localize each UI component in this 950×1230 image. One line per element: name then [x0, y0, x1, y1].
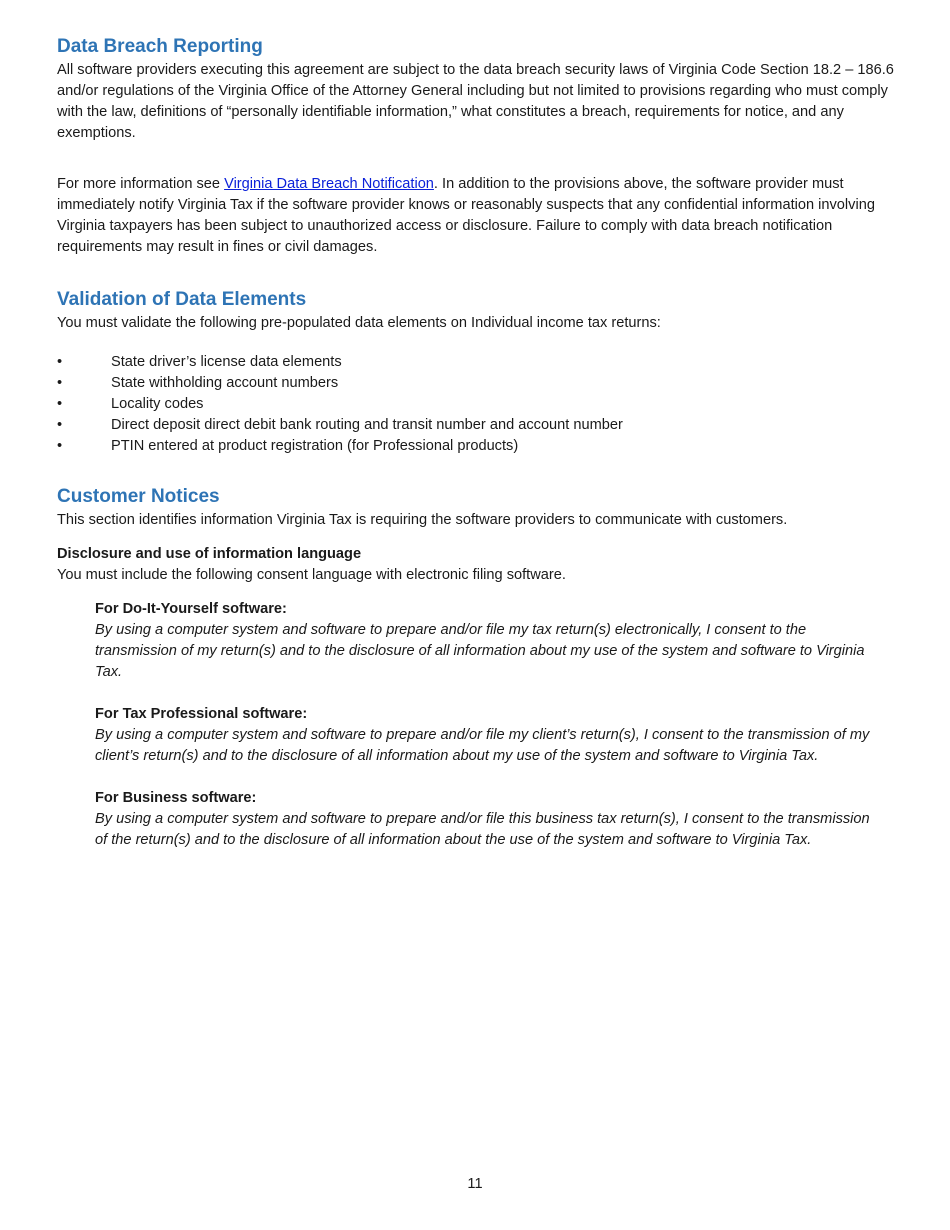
bullet-icon: • — [57, 438, 63, 454]
disclosure-subheading: Disclosure and use of information language — [57, 546, 362, 562]
list-item-text: Direct deposit direct debit bank routing and transit number and account number — [111, 417, 623, 433]
customer-notices-intro: This section identifies information Virginia Tax is requiring the software providers to communicate with customers. — [57, 512, 788, 528]
validation-list — [57, 352, 897, 457]
list-item — [57, 373, 897, 394]
list-item — [57, 415, 897, 436]
list-item — [57, 394, 897, 415]
list-item-text: Locality codes — [111, 396, 204, 412]
validation-section — [57, 287, 897, 457]
consent-tax-professional — [95, 704, 885, 767]
data-breach-heading: Data Breach Reporting — [57, 36, 263, 57]
list-item-text: State withholding account numbers — [111, 375, 339, 391]
data-breach-paragraph-2-suffix: . In addition to the provisions above, the software provider must immediately notify Virginia Tax if the software provider knows or reasonably suspects that any confidential information involving Virginia taxpayers has been subject to unauthorized access or disclosure. Failure to comply with data breach notification requirements may result in fines or civil damages. — [57, 176, 875, 255]
data-breach-paragraph-2-prefix: For more information see — [57, 176, 225, 192]
consent-diy — [95, 599, 885, 683]
validation-intro: You must validate the following pre-populated data elements on Individual income tax returns: — [57, 315, 661, 331]
consent-language-list — [95, 599, 885, 851]
list-item — [57, 436, 897, 457]
consent-text: By using a computer system and software to prepare and/or file my tax return(s) electronically, I consent to the transmission of my return(s) and to the disclosure of all information about my use of the system and software to Virginia Tax. — [95, 622, 865, 680]
list-item-text: PTIN entered at product registration (for Professional products) — [111, 438, 519, 454]
data-breach-paragraph-2 — [57, 174, 897, 258]
virginia-data-breach-notification-link[interactable]: Virginia Data Breach Notification — [224, 176, 434, 192]
list-item-text: State driver’s license data elements — [111, 354, 342, 370]
bullet-icon: • — [57, 375, 63, 391]
consent-text: By using a computer system and software to prepare and/or file this business tax return(s), I consent to the transmission of the return(s) and to the disclosure of all information about the use of the system and software to Virginia Tax. — [95, 811, 870, 848]
customer-notices-section — [57, 484, 897, 851]
consent-label: For Do-It-Yourself software: — [95, 601, 287, 617]
disclosure-intro: You must include the following consent language with electronic filing software. — [57, 567, 566, 583]
consent-business — [95, 788, 885, 851]
consent-label: For Tax Professional software: — [95, 706, 308, 722]
consent-label: For Business software: — [95, 790, 257, 806]
customer-notices-heading: Customer Notices — [57, 486, 220, 507]
consent-text: By using a computer system and software to prepare and/or file my client’s return(s), I consent to the transmission of my client’s return(s) and to the disclosure of all information about my use of the system and software to Virginia Tax. — [95, 727, 870, 764]
bullet-icon: • — [57, 396, 63, 412]
page-number: 11 — [467, 1176, 483, 1192]
data-breach-section — [57, 34, 897, 258]
validation-heading: Validation of Data Elements — [57, 289, 307, 310]
list-item — [57, 352, 897, 373]
bullet-icon: • — [57, 354, 63, 370]
document-page — [57, 34, 897, 851]
data-breach-paragraph-1: All software providers executing this agreement are subject to the data breach security laws of Virginia Code Section 18.2 – 186.6 and/or regulations of the Virginia Office of the Attorney General including but not limited to provisions regarding who must comply with the law, definitions of “personally identifiable information,” what constitutes a breach, requirements for notice, and any exemptions. — [57, 62, 894, 141]
bullet-icon: • — [57, 417, 63, 433]
